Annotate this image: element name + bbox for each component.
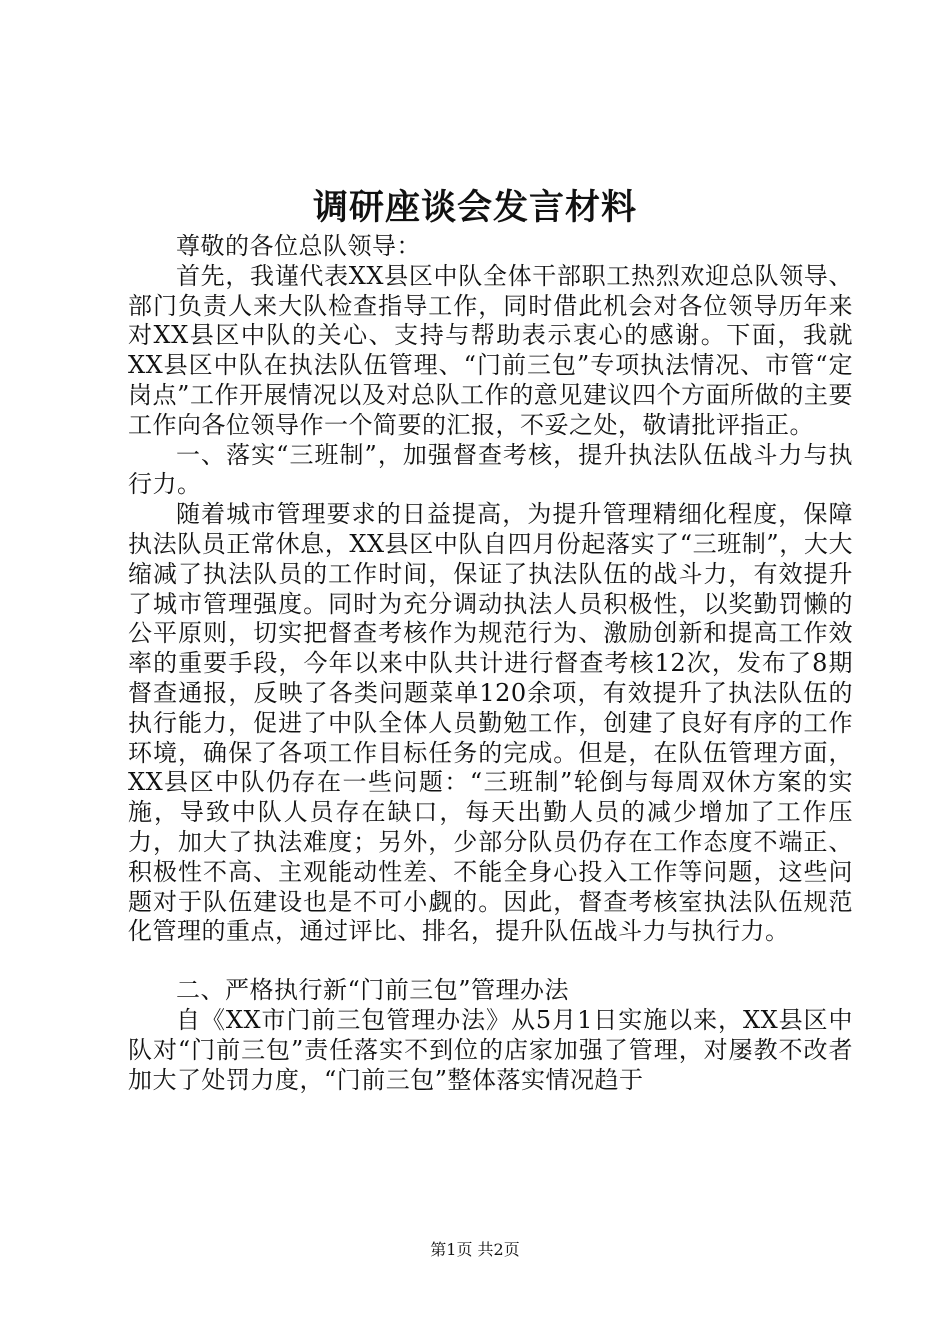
document-title: 调研座谈会发言材料 [312, 187, 637, 228]
page-number-footer: 第1页 共2页 [430, 1240, 520, 1259]
paragraph-spacer [128, 947, 853, 976]
intro-paragraph: 首先，我谨代表XX县区中队全体干部职工热烈欢迎总队领导、部门负责人来大队检查指导工作，同时借此机会对各位领导历年来对XX县区中队的关心、支持与帮助表示衷心的感谢。下面，我就XX县区中队在执法队伍管理、“门前三包”专项执法情况、市管“定岗点”工作开展情况以及对总队工作的意见建议四个方面所做的主要工作向各位领导作一个简要的汇报，不妥之处，敬请批评指正。 [128, 261, 853, 439]
salutation-paragraph: 尊敬的各位总队领导： [176, 232, 421, 260]
section-heading-2: 二、严格执行新“门前三包”管理办法 [176, 976, 570, 1005]
section-1-paragraph: 随着城市管理要求的日益提高，为提升管理精细化程度，保障执法队员正常休息，XX县区中队自四月份起落实了“三班制”，大大缩减了执法队员的工作时间，保证了执法队伍的战斗力，有效提升了城市管理强度。同时为充分调动执法人员积极性，以奖勤罚懒的公平原则，切实把督查考核作为规范行为、激励创新和提高工作效率的重要手段，今年以来中队共计进行督查考核12次，发布了8期督查通报，反映了各类问题菜单120余项，有效提升了执法队伍的执行能力，促进了中队全体人员勤勉工作，创建了良好有序的工作环境，确保了各项工作目标任务的完成。但是，在队伍管理方面，XX县区中队仍存在一些问题：“三班制”轮倒与每周双休方案的实施，导致中队人员存在缺口，每天出勤人员的减少增加了工作压力，加大了执法难度；另外，少部分队员仍存在工作态度不端正、积极性不高、主观能动性差、不能全身心投入工作等问题，这些问题对于队伍建设也是不可小觑的。因此，督查考核室执法队伍规范化管理的重点，通过评比、排名，提升队伍战斗力与执行力。 [128, 500, 853, 946]
document-body [128, 232, 853, 1095]
section-2-paragraph: 自《XX市门前三包管理办法》从5月1日实施以来，XX县区中队对“门前三包”责任落实不到位的店家加强了管理，对屡教不改者加大了处罚力度，“门前三包”整体落实情况趋于 [128, 1005, 853, 1094]
section-heading-1: 一、落实“三班制”，加强督查考核，提升执法队伍战斗力与执行力。 [128, 440, 853, 499]
